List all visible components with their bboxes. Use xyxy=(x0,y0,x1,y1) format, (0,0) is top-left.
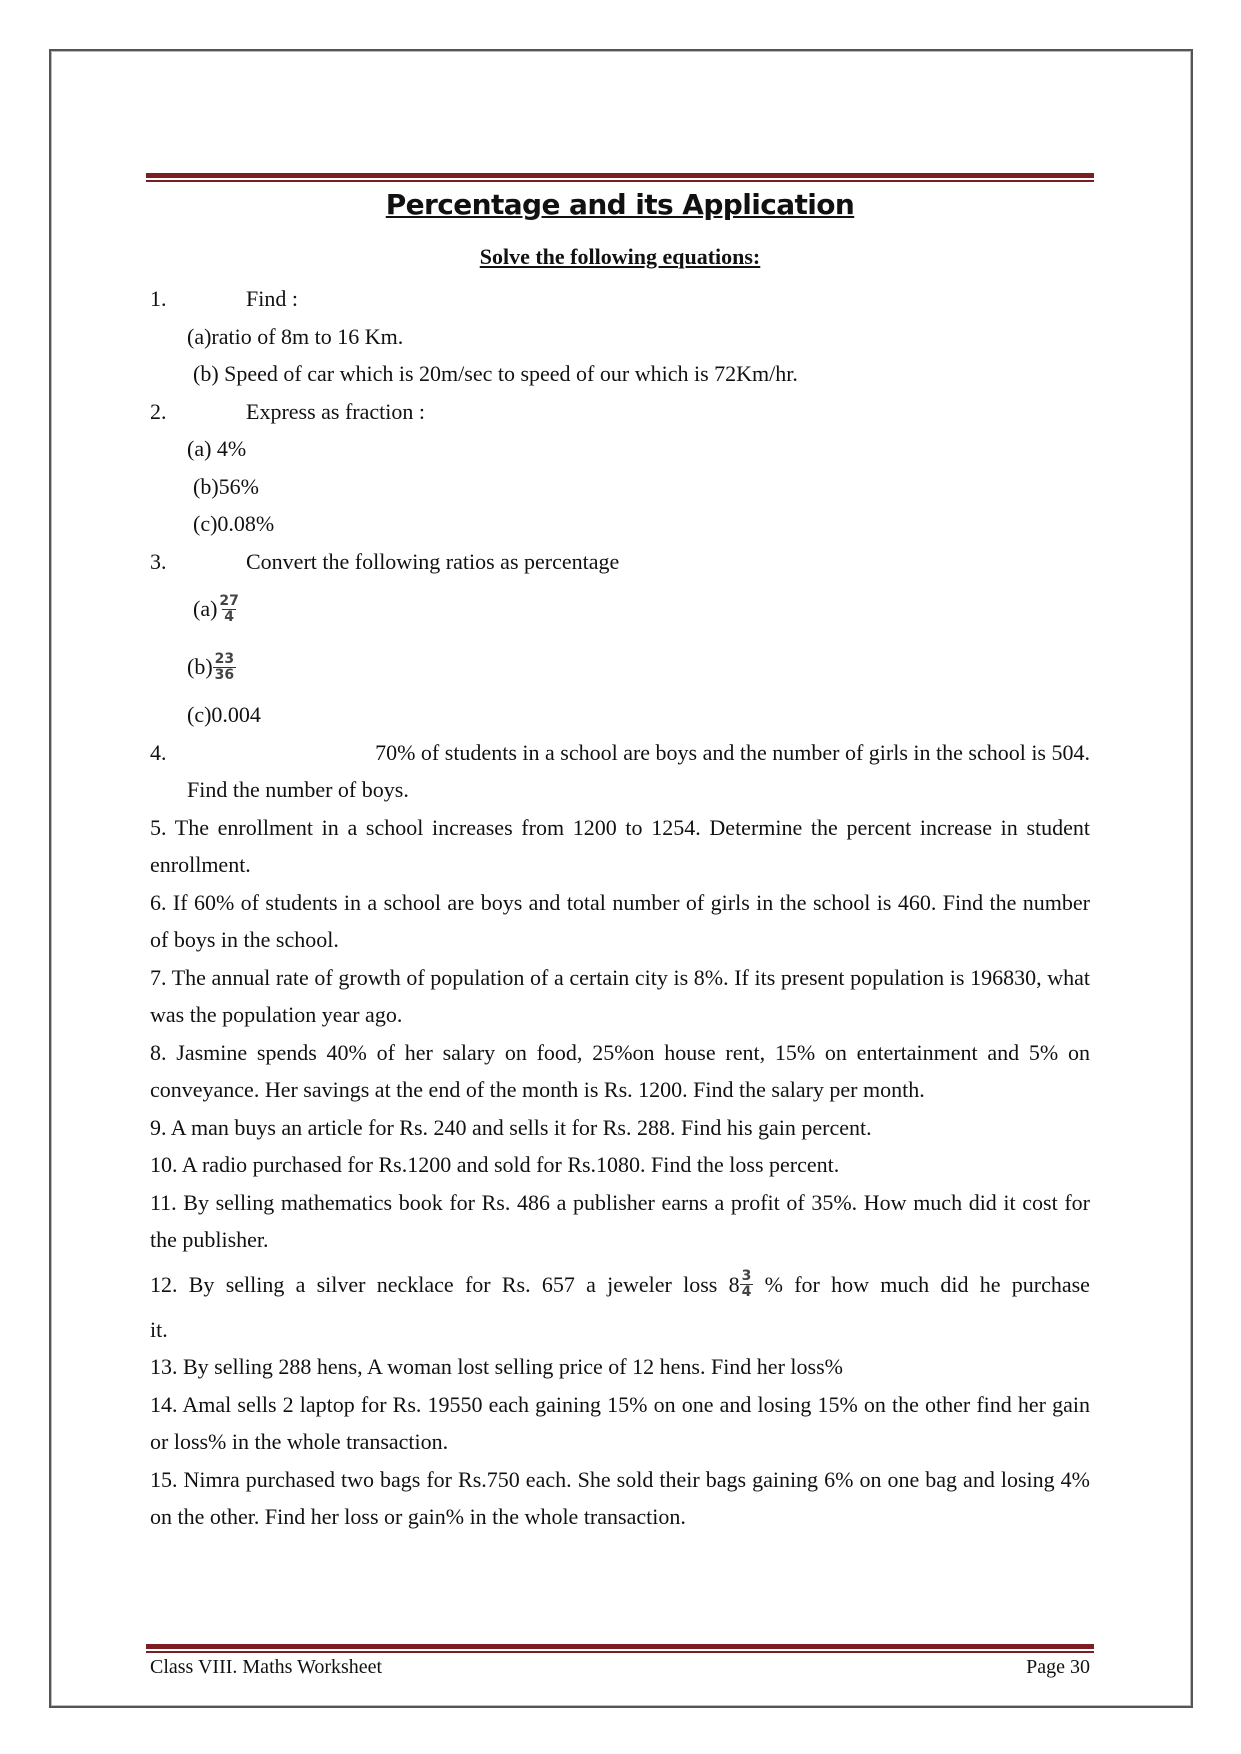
question-2 xyxy=(150,393,1090,431)
question-12 xyxy=(150,1259,1090,1311)
numerator: 23 xyxy=(214,650,235,667)
question-13: 13. By selling 288 hens, A woman lost selling price of 12 hens. Find her loss% xyxy=(150,1354,843,1379)
numerator: 27 xyxy=(219,592,239,609)
footer-rule xyxy=(146,1644,1094,1653)
denominator: 4 xyxy=(224,608,235,625)
question-7: 7. The annual rate of growth of population of a certain city is 8%. If its present population is 196830, what was the population year ago. xyxy=(150,964,1090,1027)
question-10: 10. A radio purchased for Rs.1200 and sold for Rs.1080. Find the loss percent. xyxy=(150,1152,840,1177)
question-1-part-b: (b) Speed of car which is 20m/sec to speed of our which is 72Km/hr. xyxy=(193,361,798,386)
page-footer xyxy=(150,1656,1090,1679)
question-number: 3. xyxy=(150,548,167,574)
page-title: Percentage and its Application xyxy=(385,188,855,221)
question-number: 1. xyxy=(150,286,167,311)
question-text: Convert the following ratios as percentage xyxy=(246,548,620,574)
question-9: 9. A man buys an article for Rs. 240 and sells it for Rs. 288. Find his gain percent. xyxy=(150,1114,872,1140)
footer-course: Class VIII. Maths Worksheet xyxy=(150,1656,383,1678)
question-word: silver xyxy=(316,1271,366,1297)
mixed-number xyxy=(729,1269,754,1300)
question-1-part-a: (a)ratio of 8m to 16 Km. xyxy=(187,323,404,349)
question-word: By xyxy=(188,1271,215,1297)
question-number: 4. xyxy=(150,739,167,765)
question-word: purchase xyxy=(1011,1271,1090,1297)
question-2-part-b: (b)56% xyxy=(193,473,259,499)
question-word: loss xyxy=(683,1271,718,1297)
part-label: (b) xyxy=(187,654,213,679)
question-text: Express as fraction : xyxy=(246,398,425,424)
denominator: 36 xyxy=(214,666,235,683)
question-11: 11. By selling mathematics book for Rs. 486 a publisher earns a profit of 35%. How much did it cost for the publisher. xyxy=(150,1189,1090,1252)
question-14: 14. Amal sells 2 laptop for Rs. 19550 each gaining 15% on one and losing 15% on the other find her gain or loss% in the whole transaction. xyxy=(150,1391,1090,1454)
question-word: a xyxy=(586,1271,596,1297)
question-3-part-b xyxy=(150,638,1090,696)
instructions-heading: Solve the following equations: xyxy=(479,244,761,269)
question-word: much xyxy=(880,1271,930,1297)
fraction xyxy=(213,652,236,683)
header-rule xyxy=(146,173,1094,182)
numerator: 3 xyxy=(741,1268,752,1284)
part-label: (a) xyxy=(193,596,218,621)
fraction xyxy=(740,1269,754,1300)
question-3-part-c: (c)0.004 xyxy=(187,702,261,727)
question-word: jeweler xyxy=(607,1271,672,1297)
question-word: a xyxy=(295,1271,306,1297)
question-word: selling xyxy=(225,1271,285,1297)
question-15: 15. Nimra purchased two bags for Rs.750 each. She sold their bags gaining 6% on one bag and losing 4% on the other. Find her loss or gain% in the whole transaction. xyxy=(150,1466,1090,1529)
question-word: Rs. xyxy=(501,1271,531,1297)
question-list xyxy=(150,280,1090,1536)
question-number: 2. xyxy=(150,398,167,424)
question-text: Find : xyxy=(246,286,298,311)
page-number: Page 30 xyxy=(1026,1656,1090,1678)
question-word: did xyxy=(940,1271,969,1297)
question-8: 8. Jasmine spends 40% of her salary on food, 25%on house rent, 15% on entertainment and 5% on conveyance. Her savings at the end of the month is Rs. 1200. Find the salary per month. xyxy=(150,1039,1090,1102)
whole-part: 8 xyxy=(728,1271,740,1297)
question-word: how xyxy=(831,1271,869,1297)
question-word: he xyxy=(979,1271,1001,1297)
denominator: 4 xyxy=(741,1284,752,1300)
question-4 xyxy=(150,734,1090,772)
question-2-part-a: (a) 4% xyxy=(187,436,247,461)
question-word: for xyxy=(464,1271,491,1297)
question-word: for xyxy=(794,1271,820,1297)
question-4-continued: Find the number of boys. xyxy=(187,777,409,802)
question-6: 6. If 60% of students in a school are boys and total number of girls in the school is 460. Find the number of boys in the school. xyxy=(150,889,1090,952)
question-5: 5. The enrollment in a school increases from 1200 to 1254. Determine the percent increase in student enrollment. xyxy=(150,814,1090,877)
question-3-part-a xyxy=(150,580,1090,638)
question-2-part-c: (c)0.08% xyxy=(193,511,275,536)
question-word: 12. xyxy=(150,1271,178,1297)
question-12-continued: it. xyxy=(150,1316,168,1342)
question-word: % xyxy=(764,1271,783,1297)
fraction xyxy=(217,594,240,625)
question-word: necklace xyxy=(376,1271,454,1297)
question-1 xyxy=(150,280,1090,318)
question-word: 657 xyxy=(541,1271,575,1297)
question-text: 70% of students in a school are boys and the number of girls in the school is 504. xyxy=(375,739,1090,765)
question-3 xyxy=(150,543,1090,581)
